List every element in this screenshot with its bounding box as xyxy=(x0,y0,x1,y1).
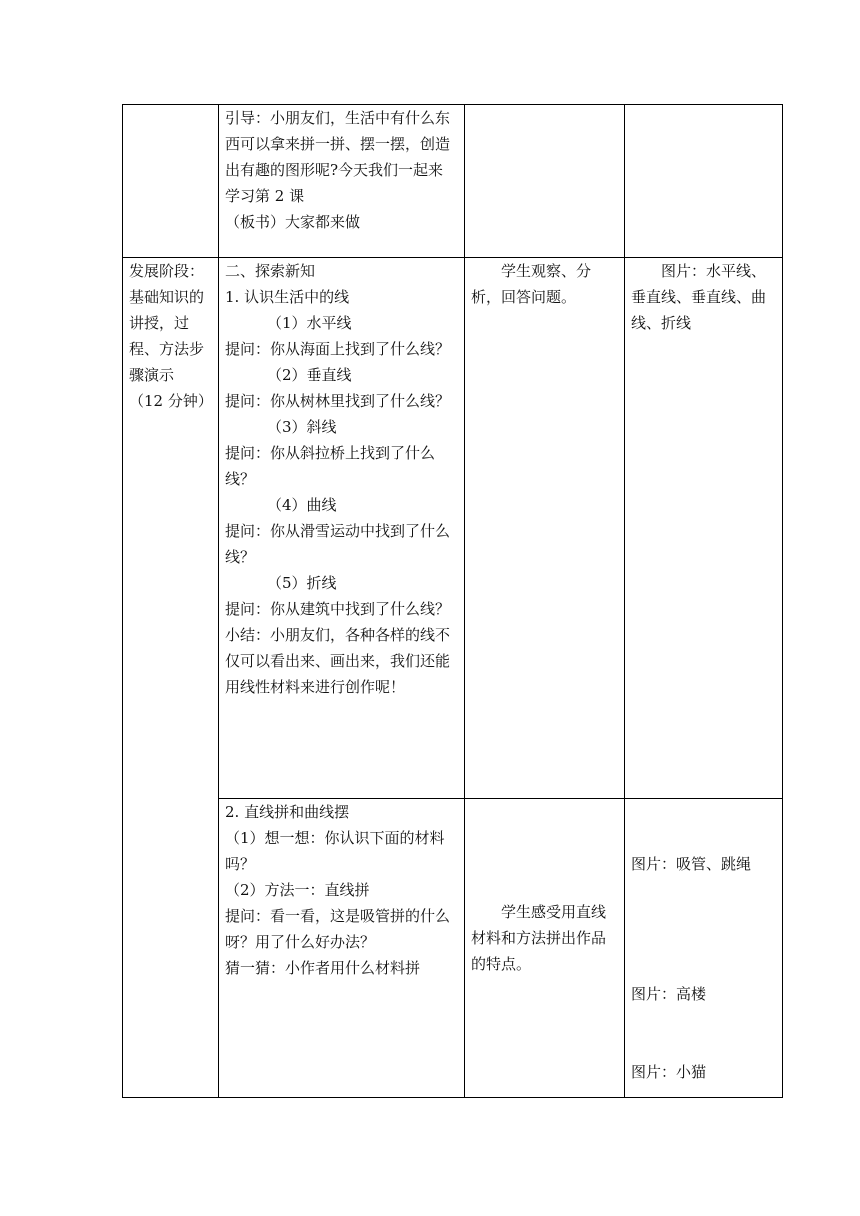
resource-cell-empty xyxy=(625,105,783,258)
straight-curve-heading: 2. 直线拼和曲线摆 xyxy=(225,803,350,821)
explore-row xyxy=(123,258,783,799)
straight-curve-step2: （2）方法一：直线拼 xyxy=(225,881,370,899)
explore-resource-cell xyxy=(625,258,783,799)
student-cell-empty xyxy=(465,105,625,258)
straight-curve-content-cell xyxy=(219,799,465,1098)
intro-content-cell xyxy=(219,105,465,258)
straight-curve-student-cell xyxy=(465,799,625,1098)
resource-building: 图片：高楼 xyxy=(631,985,707,1003)
intro-board-text: （板书）大家都来做 xyxy=(225,213,361,231)
explore-resources: 图片：水平线、垂直线、垂直线、曲线、折线 xyxy=(631,262,767,332)
stage-cell-empty xyxy=(123,105,219,258)
explore-student-activity: 学生观察、分析，回答问题。 xyxy=(471,262,592,306)
item-question: 提问：你从斜拉桥上找到了什么线？ xyxy=(225,444,436,488)
item-label: （3）斜线 xyxy=(267,418,337,436)
straight-curve-row xyxy=(123,799,783,1098)
resource-straws-ropes: 图片：吸管、跳绳 xyxy=(631,855,752,873)
intro-row xyxy=(123,105,783,258)
straight-curve-student-activity: 学生感受用直线材料和方法拼出作品的特点。 xyxy=(471,903,607,973)
stage-duration: （12 分钟） xyxy=(129,392,213,410)
item-question: 提问：你从海面上找到了什么线？ xyxy=(225,340,451,358)
item-question: 提问：你从树林里找到了什么线？ xyxy=(225,392,451,410)
item-label: （4）曲线 xyxy=(267,496,337,514)
stage-cell xyxy=(123,258,219,1098)
intro-guide-text: 引导：小朋友们，生活中有什么东西可以拿来拼一拼、摆一摆，创造出有趣的图形呢?今天我们一起来学习第 2 课 xyxy=(225,109,451,205)
item-label: （2）垂直线 xyxy=(267,366,352,384)
straight-curve-step1: （1）想一想：你认识下面的材料吗？ xyxy=(225,829,445,873)
straight-curve-guess: 猜一猜：小作者用什么材料拼 xyxy=(225,959,421,977)
item-question: 提问：你从建筑中找到了什么线？ xyxy=(225,600,451,618)
straight-curve-resource-cell xyxy=(625,799,783,1098)
item-label: （1）水平线 xyxy=(267,314,352,332)
stage-label: 发展阶段：基础知识的讲授，过程、方法步骤演示 xyxy=(129,262,205,384)
explore-student-cell xyxy=(465,258,625,799)
item-label: （5）折线 xyxy=(267,574,337,592)
explore-subheading: 1. 认识生活中的线 xyxy=(225,288,350,306)
lesson-plan-table xyxy=(122,104,783,1098)
straight-curve-question: 提问：看一看，这是吸管拼的什么呀？用了什么好办法？ xyxy=(225,907,451,951)
explore-heading: 二、探索新知 xyxy=(225,262,316,280)
item-question: 提问：你从滑雪运动中找到了什么线？ xyxy=(225,522,451,566)
explore-content-cell xyxy=(219,258,465,799)
resource-cat: 图片：小猫 xyxy=(631,1063,707,1081)
explore-summary: 小结：小朋友们，各种各样的线不仅可以看出来、画出来，我们还能用线性材料来进行创作呢！ xyxy=(225,626,451,696)
